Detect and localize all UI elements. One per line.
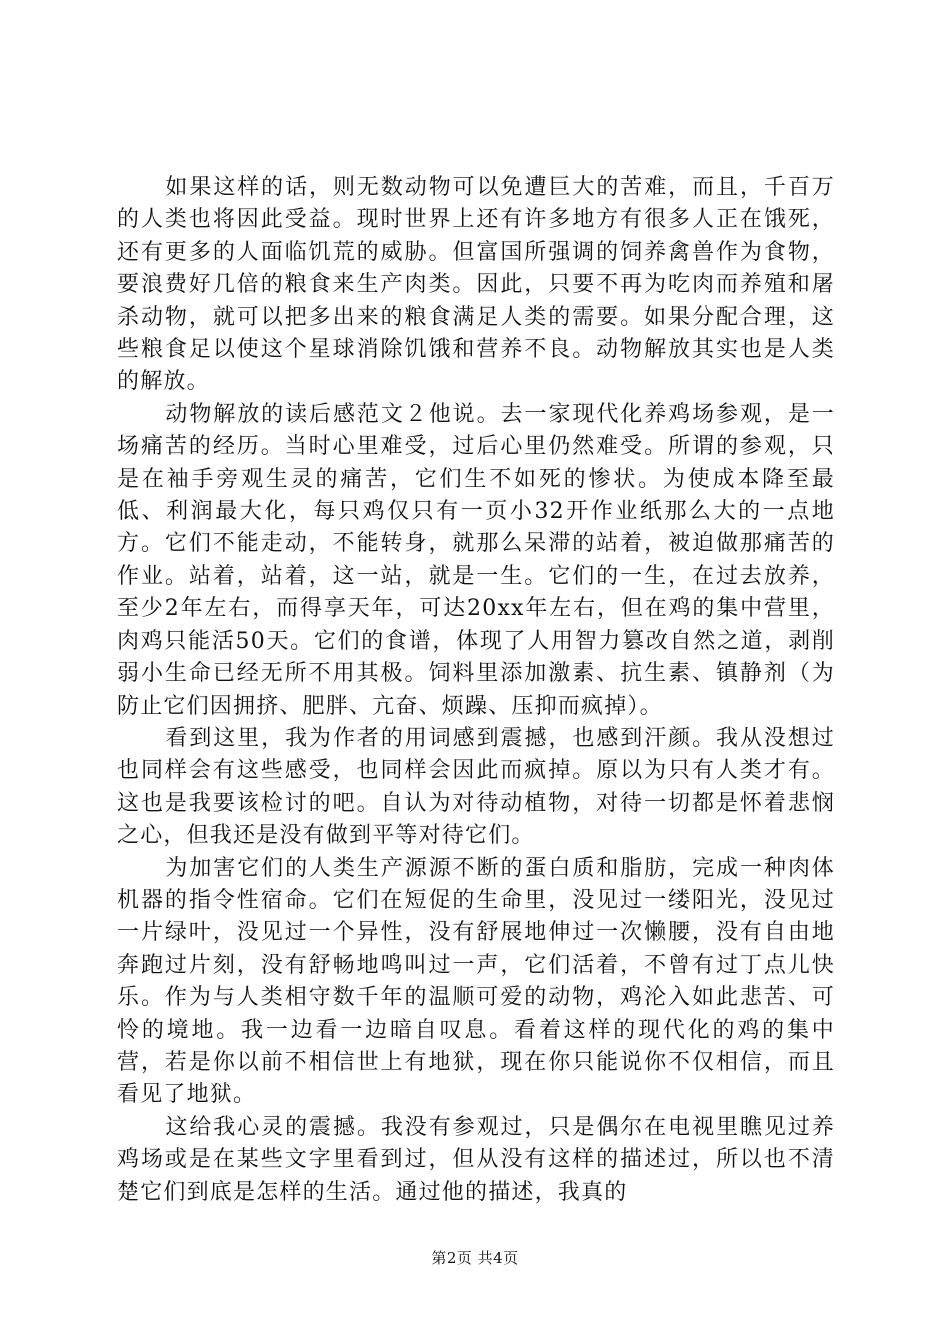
paragraph-5: 这给我心灵的震撼。我没有参观过，只是偶尔在电视里瞧见过养鸡场或是在某些文字里看到过，但从没有这样的描述过，所以也不清楚它们到底是怎样的生活。通过他的描述，我真的 [117, 1114, 835, 1205]
paragraph-2: 动物解放的读后感范文２他说。去一家现代化养鸡场参观，是一场痛苦的经历。当时心里难受，过后心里仍然难受。所谓的参观，只是在袖手旁观生灵的痛苦，它们生不如死的惨状。为使成本降至最低、利润最大化，每只鸡仅只有一页小32开作业纸那么大的一点地方。它们不能走动，不能转身，就那么呆滞的站着，被迫做那痛苦的作业。站着，站着，这一站，就是一生。它们的一生，在过去放养，至少2年左右，而得享天年，可达20xx年左右，但在鸡的集中营里，肉鸡只能活50天。它们的食谱，体现了人用智力篡改自然之道，剥削弱小生命已经无所不用其极。饲料里添加激素、抗生素、镇静剂（为防止它们因拥挤、肥胖、亢奋、烦躁、压抑而疯掉）。 [117, 401, 835, 719]
paragraph-3: 看到这里，我为作者的用词感到震撼，也感到汗颜。我从没想过也同样会有这些感受，也同样会因此而疯掉。原以为只有人类才有。这也是我要该检讨的吧。自认为对待动植物，对待一切都是怀着悲悯之心，但我还是没有做到平等对待它们。 [117, 725, 835, 849]
paragraph-4: 为加害它们的人类生产源源不断的蛋白质和脂肪，完成一种肉体机器的指令性宿命。它们在短促的生命里，没见过一缕阳光，没见过一片绿叶，没见过一个异性，没有舒展地伸过一次懒腰，没有自由地奔跑过片刻，没有舒畅地鸣叫过一声，它们活着，不曾有过丁点儿快乐。作为与人类相守数千年的温顺可爱的动物，鸡沦入如此悲苦、可怜的境地。我一边看一边暗自叹息。看着这样的现代化的鸡的集中营，若是你以前不相信世上有地狱，现在你只能说你不仅相信，而且看见了地狱。 [117, 855, 835, 1108]
paragraph-1: 如果这样的话，则无数动物可以免遭巨大的苦难，而且，千百万的人类也将因此受益。现时世界上还有许多地方有很多人正在饿死，还有更多的人面临饥荒的威胁。但富国所强调的饲养禽兽作为食物，要浪费好几倍的粮食来生产肉类。因此，只要不再为吃肉而养殖和屠杀动物，就可以把多出来的粮食满足人类的需要。如果分配合理，这些粮食足以使这个星球消除饥饿和营养不良。动物解放其实也是人类的解放。 [117, 175, 835, 395]
page-number-footer: 第2页 共4页 [431, 1249, 519, 1267]
document-body [117, 172, 835, 1209]
